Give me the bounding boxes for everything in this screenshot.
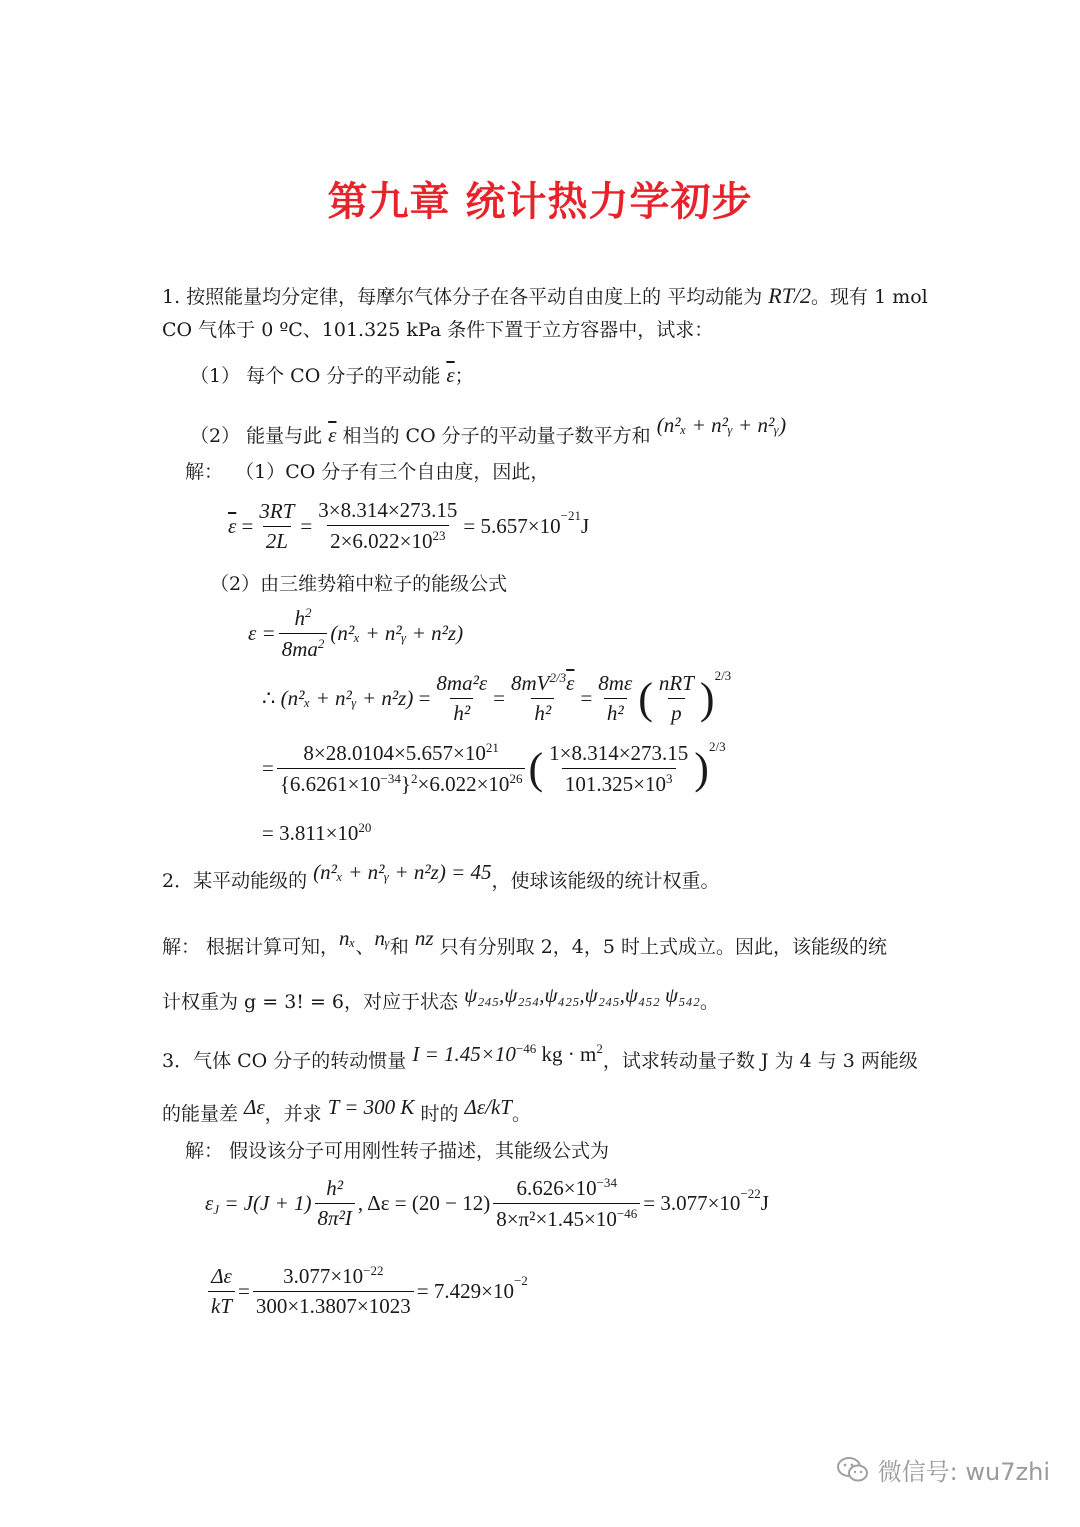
- q2-sep: 、: [355, 936, 375, 958]
- q1-eq3-frac3-den: h²: [604, 698, 627, 726]
- q3-eq1-result: = 3.077×10: [643, 1191, 741, 1215]
- q3-eq1-lhs-sub: J: [213, 1201, 220, 1217]
- q1-eq3-frac2: [508, 670, 577, 726]
- q2-states: ψ₂₄₅,ψ₂₅₄,ψ₄₂₅,ψ₂₄₅,ψ₄₅₂ ψ₅₄₂: [464, 983, 700, 1007]
- page-title: 第九章 统计热力学初步: [327, 179, 753, 225]
- q2-line1: [162, 860, 720, 892]
- q1-eq4-den-c: ×6.022×10: [417, 772, 510, 796]
- q3-eq1-frac2-den-exp: −46: [616, 1206, 638, 1221]
- q1-eq4-num-exp: 21: [485, 740, 499, 755]
- q3-ratio: Δε/kT: [464, 1095, 512, 1119]
- q1-eq1-frac1-num: 3RT: [259, 498, 295, 523]
- q3-eq1-lhs: ε: [205, 1191, 214, 1215]
- q1-line1-text-b: 。现有 1 mol: [811, 286, 928, 308]
- q1-eq3-frac2-num: 8mV: [511, 671, 550, 695]
- q2-line1-text: 2．某平动能级的: [162, 870, 314, 892]
- q1-solution-2: （2）由三维势箱中粒子的能级公式: [210, 573, 508, 595]
- q1-eq3-frac2-num-exp: 2/3: [549, 670, 567, 685]
- q1-eq1-frac2-den: 2×6.022×10: [330, 529, 433, 553]
- q3-line2-text-c: 时的: [414, 1103, 465, 1125]
- q2-weight-text: 计权重为 g = 3! = 6，对应于状态: [162, 991, 465, 1013]
- q1-eq1-result: = 5.657×10: [463, 513, 561, 538]
- q1-sub1: [190, 365, 474, 386]
- q2-line1-text-b: ，使球该能级的统计权重。: [491, 870, 720, 892]
- q1-eq1: $\overline{\varepsilon}$ = $\frac{3RT}{2L}$ = $\frac{3\times 8.314\times 273.15}{2\times 6.022\times 10^{23}}$ = 5.657×10 $^{-21}$ J: [228, 498, 590, 553]
- q2-nz: nz: [414, 926, 434, 950]
- q3-eq1-frac2-num: 6.626×10: [516, 1176, 597, 1200]
- q1-sub2-epsilon: $\overline{\varepsilon}$: [328, 423, 337, 447]
- q1-eq4-frac1: [277, 740, 526, 797]
- q1-eq2-frac-num: h: [294, 606, 306, 630]
- q2-formula: (n²ₓ + n²ᵧ + n²z) = 45: [313, 860, 492, 884]
- q1-line1-text: 1. 按照能量均分定律，每摩尔气体分子在各平动自由度上的 平均动能为: [162, 286, 769, 308]
- q2-nx: nₓ: [339, 926, 356, 950]
- q3-eq1-frac2: [493, 1175, 640, 1232]
- q3-eq1: [205, 1175, 769, 1232]
- q1-eq1-frac2-num: 3×8.314×273.15: [318, 498, 458, 522]
- q3-eq2-frac1-den: kT: [208, 1291, 235, 1319]
- q1-eq2-frac-den: 8ma: [281, 637, 318, 661]
- wechat-icon: [836, 1455, 870, 1485]
- q1-eq3-paren: (n²ₓ + n²ᵧ + n²z): [280, 685, 414, 710]
- q1-eq4-den-a: {6.6261×10: [279, 772, 381, 796]
- q1-eq3-therefore: ∴: [262, 685, 276, 710]
- q2-weight-text-end: 。: [699, 991, 719, 1013]
- q1-eq5-value: = 3.811×10: [262, 821, 359, 845]
- q3-inertia-unit-exp: 2: [596, 1041, 603, 1056]
- q1-sub1-text-b: ；: [454, 365, 474, 387]
- q1-eq2-paren: (n²ₓ + n²ᵧ + n²z): [330, 621, 464, 645]
- q3-eq1-unit: J: [760, 1191, 769, 1215]
- q1-eq1-result-exp: −21: [560, 508, 581, 523]
- q1-sub2-text-b: 相当的 CO 分子的平动量子数平方和: [336, 425, 657, 447]
- q1-eq5-exp: 20: [358, 820, 372, 835]
- q1-rt2-formula: RT/2: [768, 283, 812, 308]
- q1-line1: [162, 285, 928, 307]
- q1-eq3-frac1-num: 8ma²ε: [436, 670, 488, 695]
- q3-eq2: $\frac{\Delta\varepsilon}{kT}$ = $\frac{3.077\times 10^{-22}}{300\times 1.3807\times 1023}$ = 7.429×10 $^{-2}$: [205, 1263, 528, 1319]
- q1-eq3-frac3: [595, 671, 635, 726]
- q3-eq2-frac1-num: Δε: [211, 1263, 232, 1288]
- q3-inertia-unit: kg · m: [536, 1042, 597, 1066]
- q1-eq3-frac3-num: 8mε: [598, 670, 633, 695]
- q3-eq1-mid: = J(J + 1): [224, 1191, 312, 1215]
- q1-eq3: ∴ (n²ₓ + n²ᵧ + n²z) = $\frac{\text{8ma²ε}}{\text{h²}}$ = $\frac{8mV^{2/3}\overline{\varepsilon}}{\text{h²}}$ = $\frac{8m\varepsilon}{\text{h²}}$ ( $\frac{\text{nRT}}{p}$ ) $^{2/3}$: [262, 668, 732, 725]
- q3-line1-text: 3．气体 CO 分子的转动惯量: [162, 1050, 413, 1072]
- q3-delta-eps: Δε: [244, 1095, 265, 1119]
- q1-eq3-exp: 2/3: [714, 668, 732, 683]
- q3-eq2-frac1: [208, 1264, 235, 1319]
- q1-eq2-lhs: ε =: [248, 621, 276, 645]
- q1-sub1-epsilon: $\overline{\varepsilon}$: [446, 363, 455, 387]
- q3-line2-text-d: 。: [511, 1103, 531, 1125]
- q1-eq4-den-a-exp: −34: [380, 771, 401, 786]
- q1-sub1-text: （1） 每个 CO 分子的平动能: [190, 365, 447, 387]
- q3-eq1-frac2-den: 8×π²×1.45×10: [496, 1207, 617, 1231]
- watermark-text: 微信号: wu7zhi: [877, 1458, 1050, 1486]
- q1-solution-line: [185, 463, 549, 482]
- q3-eq2-frac2-num-exp: −22: [363, 1263, 384, 1278]
- q1-sub2-text: （2） 能量与此: [190, 425, 329, 447]
- q1-eq4-frac2-den: 101.325×10: [564, 771, 666, 796]
- q1-solution-label: 解：: [185, 461, 224, 483]
- q1-eq1-frac1-den: 2L: [263, 526, 291, 554]
- q1-eq4-frac2-num: 1×8.314×273.15: [549, 740, 689, 765]
- q1-eq3-frac4: [656, 671, 697, 726]
- q1-eq3-frac2-num-eps: $\overline{\varepsilon}$: [566, 671, 575, 695]
- q3-solution: 解： 假设该分子可用刚性转子描述，其能级公式为: [185, 1140, 610, 1162]
- q3-line1-text-b: ，试求转动量子数 J 为 4 与 3 两能级: [602, 1050, 918, 1072]
- q1-eq4-frac2-den-exp: 3: [665, 770, 673, 786]
- q1-eq1-frac1: [256, 499, 297, 554]
- q3-eq2-frac2-num: 3.077×10: [283, 1264, 364, 1288]
- q1-eq3-frac4-num: nRT: [658, 670, 694, 695]
- q1-eq4-frac2: [546, 741, 691, 797]
- q1-eq4-den-b: }: [400, 772, 411, 796]
- q1-eq1-lhs: $\overline{\varepsilon}$: [228, 513, 237, 538]
- q1-eq4-num: 8×28.0104×5.657×10: [303, 741, 486, 765]
- q3-inertia-value: I = 1.45×10: [412, 1042, 516, 1066]
- q3-eq2-frac2-den: 300×1.3807×1023: [253, 1291, 414, 1319]
- q1-solution-1: （1）CO 分子有三个自由度，因此，: [235, 461, 550, 483]
- q1-eq4-den-b-exp: 2: [410, 771, 418, 786]
- q3-line2-text-b: ，并求: [264, 1103, 328, 1125]
- q1-eq4-exp: 2/3: [708, 738, 726, 754]
- q3-line1: [162, 1041, 918, 1072]
- q1-eq3-frac2-den: h²: [531, 698, 554, 726]
- q2-solution-line2: [162, 983, 719, 1013]
- q1-eq3-frac4-den: p: [668, 698, 685, 726]
- q1-eq2: [248, 605, 463, 662]
- q1-eq5: [262, 820, 371, 846]
- q2-and: 和: [389, 936, 415, 958]
- q3-eq1-frac2-num-exp: −34: [596, 1175, 617, 1190]
- q1-eq4-den-c-exp: 26: [509, 771, 523, 786]
- q1-eq1-unit: J: [580, 513, 590, 538]
- q1-line2: CO 气体于 0 ºC、101.325 kPa 条件下置于立方容器中，试求：: [162, 319, 714, 341]
- q3-eq2-result-exp: −2: [513, 1273, 528, 1288]
- q1-eq4: = $\frac{8\times 28.0104\times 5.657\times 10^{21}}{\{6.6261\times 10^{-34}\}^2\times 6.022\times 10^{26}}$ ( $\frac{1\times 8.314\times 273.15}{101.325\times 10^3}$ ) $^{2/3}$: [262, 738, 726, 796]
- q1-eq3-frac1: [433, 671, 490, 726]
- q2-ny: nᵧ: [374, 926, 390, 950]
- wechat-watermark: [836, 1452, 1050, 1487]
- q3-eq1-frac1-den: 8π²I: [315, 1203, 355, 1231]
- q1-eq2-frac: $\frac{h^2}{8ma^2}$: [279, 605, 328, 662]
- q2-solution-text: 解： 根据计算可知，: [162, 936, 340, 958]
- q1-eq3-frac1-den: h²: [450, 698, 473, 726]
- q3-inertia-exp: −46: [515, 1041, 537, 1056]
- q3-eq2-result: = 7.429×10: [416, 1278, 514, 1303]
- q1-sub2-formula: (n²ₓ + n²ᵧ + n²ᵧ): [656, 413, 787, 437]
- q2-solution-text-b: 只有分别取 2，4，5 时上式成立。因此，该能级的统: [433, 936, 887, 958]
- q3-eq1-sep: , Δε = (20 − 12): [357, 1191, 491, 1215]
- q3-line2-text: 的能量差: [162, 1103, 245, 1125]
- q3-eq1-frac1: [315, 1176, 355, 1231]
- q3-eq1-result-exp: −22: [740, 1185, 761, 1201]
- q1-eq1-frac2: [315, 498, 460, 554]
- q3-inertia: [412, 1042, 603, 1066]
- q2-solution-line1: [162, 926, 887, 958]
- q3-line2: [162, 1095, 531, 1125]
- q1-eq1-frac2-den-exp: 23: [432, 528, 446, 543]
- q3-eq2-frac2: [253, 1263, 414, 1319]
- q1-sub2: [190, 413, 787, 447]
- q3-temp: T = 300 K: [327, 1095, 415, 1119]
- q3-eq1-frac1-num: h²: [326, 1176, 344, 1200]
